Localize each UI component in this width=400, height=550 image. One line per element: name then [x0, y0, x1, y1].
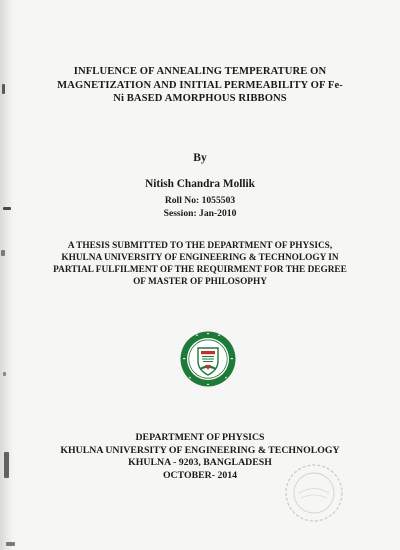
thesis-statement-line: PARTIAL FULFILMENT OF THE REQUIRMENT FOR THE DEGREE — [53, 265, 347, 275]
thesis-statement-line: KHULNA UNIVERSITY OF ENGINEERING & TECHNOLOGY IN — [61, 253, 339, 263]
scan-mark — [6, 542, 15, 546]
university-line: KHULNA UNIVERSITY OF ENGINEERING & TECHNOLOGY — [60, 444, 340, 456]
thesis-statement — [35, 240, 365, 288]
university-crest-icon — [179, 330, 237, 388]
roll-number: Roll No: 1055503 — [164, 195, 236, 206]
thesis-title-line: Ni BASED AMORPHOUS RIBBONS — [113, 93, 287, 105]
by-label: By — [193, 152, 207, 164]
scan-mark — [2, 84, 5, 94]
session: Session: Jan-2010 — [163, 208, 237, 219]
thesis-statement-line: OF MASTER OF PHILOSOPHY — [133, 277, 267, 287]
scan-mark — [3, 207, 11, 210]
scan-mark — [3, 372, 6, 376]
date-line: OCTOBER- 2014 — [162, 469, 238, 481]
faded-seal-icon — [283, 462, 345, 524]
thesis-title — [50, 65, 350, 106]
thesis-title-line: MAGNETIZATION AND INITIAL PERMEABILITY OF Fe- — [57, 79, 343, 91]
department-line: DEPARTMENT OF PHYSICS — [135, 432, 265, 443]
thesis-title-line: INFLUENCE OF ANNEALING TEMPERATURE ON — [73, 66, 327, 77]
thesis-statement-line: A THESIS SUBMITTED TO THE DEPARTMENT OF PHYSICS, — [67, 241, 333, 251]
address-line: KHULNA - 9203, BANGLADESH — [128, 457, 272, 468]
scan-mark — [4, 452, 9, 478]
author-name: Nitish Chandra Mollik — [145, 178, 255, 190]
scan-mark — [1, 250, 5, 256]
